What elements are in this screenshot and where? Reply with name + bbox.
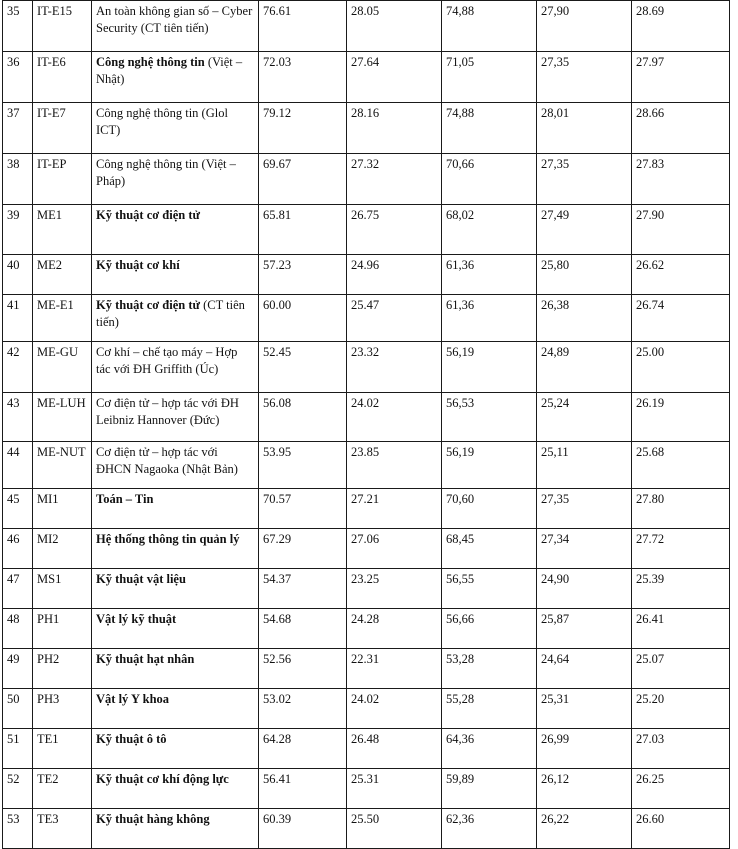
score-cell-c2: 26.48	[347, 729, 442, 769]
row-number-cell: 44	[3, 442, 33, 489]
score-cell-c4: 24,90	[537, 569, 632, 609]
score-cell-c2: 27.32	[347, 154, 442, 205]
score-cell-c1: 65.81	[259, 205, 347, 255]
score-cell-c1: 52.56	[259, 649, 347, 689]
table-body	[3, 1, 730, 849]
score-cell-c1: 52.45	[259, 342, 347, 393]
score-cell-c5: 26.41	[632, 609, 730, 649]
row-number-cell: 49	[3, 649, 33, 689]
program-name-cell	[92, 1, 259, 52]
row-number-cell: 40	[3, 255, 33, 295]
score-cell-c5: 26.62	[632, 255, 730, 295]
program-name-cell	[92, 255, 259, 295]
score-cell-c3: 56,55	[442, 569, 537, 609]
row-number-cell: 51	[3, 729, 33, 769]
program-code-cell: TE1	[33, 729, 92, 769]
score-cell-c1: 53.02	[259, 689, 347, 729]
score-cell-c4: 26,22	[537, 809, 632, 849]
score-cell-c3: 56,19	[442, 442, 537, 489]
row-number-cell: 45	[3, 489, 33, 529]
row-number-cell: 37	[3, 103, 33, 154]
program-code-cell: MI2	[33, 529, 92, 569]
score-cell-c3: 71,05	[442, 52, 537, 103]
score-cell-c4: 25,11	[537, 442, 632, 489]
score-cell-c1: 70.57	[259, 489, 347, 529]
program-name-segment: Kỹ thuật cơ khí động lực	[96, 772, 229, 786]
row-number-cell: 46	[3, 529, 33, 569]
score-cell-c4: 26,99	[537, 729, 632, 769]
score-cell-c5: 26.19	[632, 393, 730, 442]
table-container	[2, 0, 730, 849]
score-cell-c3: 68,45	[442, 529, 537, 569]
score-cell-c1: 76.61	[259, 1, 347, 52]
table-row	[3, 1, 730, 52]
score-cell-c5: 27.80	[632, 489, 730, 529]
program-name-segment: Hệ thống thông tin quản lý	[96, 532, 240, 546]
score-cell-c3: 53,28	[442, 649, 537, 689]
row-number-cell: 43	[3, 393, 33, 442]
program-code-cell: ME-LUH	[33, 393, 92, 442]
table-row	[3, 442, 730, 489]
program-name-segment: Kỹ thuật cơ khí	[96, 258, 180, 272]
score-cell-c3: 59,89	[442, 769, 537, 809]
score-cell-c5: 25.68	[632, 442, 730, 489]
program-code-cell: IT-EP	[33, 154, 92, 205]
row-number-cell: 38	[3, 154, 33, 205]
row-number-cell: 53	[3, 809, 33, 849]
program-name-segment: Kỹ thuật vật liệu	[96, 572, 186, 586]
row-number-cell: 47	[3, 569, 33, 609]
score-cell-c5: 25.07	[632, 649, 730, 689]
score-cell-c5: 27.90	[632, 205, 730, 255]
table-row	[3, 154, 730, 205]
program-code-cell: IT-E6	[33, 52, 92, 103]
program-name-cell	[92, 103, 259, 154]
score-cell-c5: 28.69	[632, 1, 730, 52]
score-cell-c4: 25,24	[537, 393, 632, 442]
row-number-cell: 35	[3, 1, 33, 52]
score-cell-c3: 56,66	[442, 609, 537, 649]
score-cell-c4: 27,90	[537, 1, 632, 52]
score-cell-c2: 27.06	[347, 529, 442, 569]
program-name-cell	[92, 609, 259, 649]
table-row	[3, 103, 730, 154]
program-name-segment: Cơ điện tử – hợp tác với ĐH Leibniz Hannover (Đức)	[96, 396, 239, 427]
score-cell-c5: 26.74	[632, 295, 730, 342]
score-cell-c4: 25,80	[537, 255, 632, 295]
score-cell-c3: 74,88	[442, 1, 537, 52]
score-cell-c4: 25,87	[537, 609, 632, 649]
program-name-cell	[92, 689, 259, 729]
score-cell-c5: 26.60	[632, 809, 730, 849]
row-number-cell: 36	[3, 52, 33, 103]
score-cell-c2: 28.05	[347, 1, 442, 52]
program-name-segment: Cơ điện tử – hợp tác với ĐHCN Nagaoka (Nhật Bản)	[96, 445, 238, 476]
program-name-segment: Kỹ thuật ô tô	[96, 732, 167, 746]
score-cell-c3: 56,53	[442, 393, 537, 442]
table-row	[3, 769, 730, 809]
score-cell-c2: 28.16	[347, 103, 442, 154]
program-name-cell	[92, 52, 259, 103]
score-cell-c5: 25.39	[632, 569, 730, 609]
score-cell-c2: 24.28	[347, 609, 442, 649]
program-code-cell: IT-E15	[33, 1, 92, 52]
program-name-cell	[92, 529, 259, 569]
score-cell-c3: 61,36	[442, 295, 537, 342]
table-row	[3, 609, 730, 649]
program-code-cell: IT-E7	[33, 103, 92, 154]
score-cell-c3: 61,36	[442, 255, 537, 295]
score-cell-c4: 27,34	[537, 529, 632, 569]
program-code-cell: ME-E1	[33, 295, 92, 342]
score-cell-c1: 79.12	[259, 103, 347, 154]
score-cell-c4: 28,01	[537, 103, 632, 154]
program-name-segment: Toán – Tin	[96, 492, 154, 506]
score-cell-c3: 70,60	[442, 489, 537, 529]
score-cell-c5: 25.00	[632, 342, 730, 393]
score-cell-c2: 23.25	[347, 569, 442, 609]
score-cell-c1: 57.23	[259, 255, 347, 295]
program-code-cell: ME1	[33, 205, 92, 255]
program-name-segment: (CT tiên tiến)	[96, 298, 245, 329]
score-cell-c4: 26,38	[537, 295, 632, 342]
score-cell-c1: 67.29	[259, 529, 347, 569]
program-name-cell	[92, 729, 259, 769]
program-name-segment: Công nghệ thông tin (Việt – Pháp)	[96, 157, 236, 188]
program-name-segment: Công nghệ thông tin	[96, 55, 205, 69]
row-number-cell: 41	[3, 295, 33, 342]
program-name-segment: Kỹ thuật hàng không	[96, 812, 210, 826]
score-cell-c3: 74,88	[442, 103, 537, 154]
score-table	[2, 0, 730, 849]
program-name-segment: An toàn không gian số – Cyber Security (CT tiên tiến)	[96, 4, 253, 35]
score-cell-c5: 27.03	[632, 729, 730, 769]
program-name-cell	[92, 442, 259, 489]
program-code-cell: PH2	[33, 649, 92, 689]
score-cell-c2: 25.31	[347, 769, 442, 809]
score-cell-c1: 72.03	[259, 52, 347, 103]
program-name-segment: Công nghệ thông tin (Glol ICT)	[96, 106, 228, 137]
score-cell-c4: 27,35	[537, 154, 632, 205]
score-cell-c4: 25,31	[537, 689, 632, 729]
score-cell-c5: 27.83	[632, 154, 730, 205]
program-code-cell: ME2	[33, 255, 92, 295]
score-cell-c4: 24,89	[537, 342, 632, 393]
score-cell-c2: 24.02	[347, 393, 442, 442]
program-name-segment: Kỹ thuật cơ điện tử	[96, 298, 201, 312]
score-cell-c5: 27.97	[632, 52, 730, 103]
program-name-segment: Vật lý kỹ thuật	[96, 612, 177, 626]
program-name-cell	[92, 769, 259, 809]
score-cell-c1: 56.08	[259, 393, 347, 442]
score-cell-c5: 28.66	[632, 103, 730, 154]
program-name-cell	[92, 154, 259, 205]
score-cell-c1: 53.95	[259, 442, 347, 489]
row-number-cell: 52	[3, 769, 33, 809]
table-row	[3, 489, 730, 529]
score-cell-c1: 69.67	[259, 154, 347, 205]
program-name-cell	[92, 489, 259, 529]
score-cell-c2: 25.47	[347, 295, 442, 342]
table-row	[3, 255, 730, 295]
program-code-cell: MI1	[33, 489, 92, 529]
score-cell-c1: 60.39	[259, 809, 347, 849]
score-cell-c3: 64,36	[442, 729, 537, 769]
score-cell-c5: 26.25	[632, 769, 730, 809]
score-cell-c2: 27.64	[347, 52, 442, 103]
program-name-segment: (Việt – Nhật)	[96, 55, 243, 86]
program-name-segment: Kỹ thuật cơ điện tử	[96, 208, 201, 222]
score-cell-c2: 22.31	[347, 649, 442, 689]
table-row	[3, 569, 730, 609]
program-name-cell	[92, 205, 259, 255]
table-row	[3, 52, 730, 103]
score-cell-c4: 27,49	[537, 205, 632, 255]
table-row	[3, 205, 730, 255]
score-cell-c5: 27.72	[632, 529, 730, 569]
score-cell-c2: 27.21	[347, 489, 442, 529]
table-row	[3, 689, 730, 729]
score-cell-c3: 62,36	[442, 809, 537, 849]
program-name-cell	[92, 393, 259, 442]
score-cell-c2: 24.02	[347, 689, 442, 729]
score-cell-c3: 55,28	[442, 689, 537, 729]
table-row	[3, 393, 730, 442]
score-cell-c1: 64.28	[259, 729, 347, 769]
score-cell-c3: 56,19	[442, 342, 537, 393]
score-cell-c1: 60.00	[259, 295, 347, 342]
table-row	[3, 649, 730, 689]
program-name-cell	[92, 649, 259, 689]
program-code-cell: ME-NUT	[33, 442, 92, 489]
table-row	[3, 342, 730, 393]
program-name-segment: Vật lý Y khoa	[96, 692, 170, 706]
score-cell-c5: 25.20	[632, 689, 730, 729]
row-number-cell: 50	[3, 689, 33, 729]
table-row	[3, 809, 730, 849]
score-cell-c4: 27,35	[537, 52, 632, 103]
program-code-cell: TE3	[33, 809, 92, 849]
table-row	[3, 529, 730, 569]
score-cell-c1: 54.37	[259, 569, 347, 609]
score-cell-c2: 26.75	[347, 205, 442, 255]
program-code-cell: MS1	[33, 569, 92, 609]
score-cell-c3: 70,66	[442, 154, 537, 205]
program-name-segment: Kỹ thuật hạt nhân	[96, 652, 195, 666]
program-code-cell: TE2	[33, 769, 92, 809]
score-cell-c2: 25.50	[347, 809, 442, 849]
program-code-cell: ME-GU	[33, 342, 92, 393]
score-cell-c3: 68,02	[442, 205, 537, 255]
score-cell-c2: 24.96	[347, 255, 442, 295]
program-code-cell: PH1	[33, 609, 92, 649]
score-cell-c4: 26,12	[537, 769, 632, 809]
score-cell-c4: 27,35	[537, 489, 632, 529]
row-number-cell: 39	[3, 205, 33, 255]
score-cell-c2: 23.85	[347, 442, 442, 489]
score-cell-c4: 24,64	[537, 649, 632, 689]
program-code-cell: PH3	[33, 689, 92, 729]
program-name-cell	[92, 342, 259, 393]
score-cell-c2: 23.32	[347, 342, 442, 393]
score-cell-c1: 56.41	[259, 769, 347, 809]
score-cell-c1: 54.68	[259, 609, 347, 649]
row-number-cell: 42	[3, 342, 33, 393]
program-name-cell	[92, 295, 259, 342]
table-row	[3, 295, 730, 342]
program-name-cell	[92, 569, 259, 609]
table-row	[3, 729, 730, 769]
program-name-segment: Cơ khí – chế tạo máy – Hợp tác với ĐH Griffith (Úc)	[96, 345, 238, 376]
row-number-cell: 48	[3, 609, 33, 649]
program-name-cell	[92, 809, 259, 849]
